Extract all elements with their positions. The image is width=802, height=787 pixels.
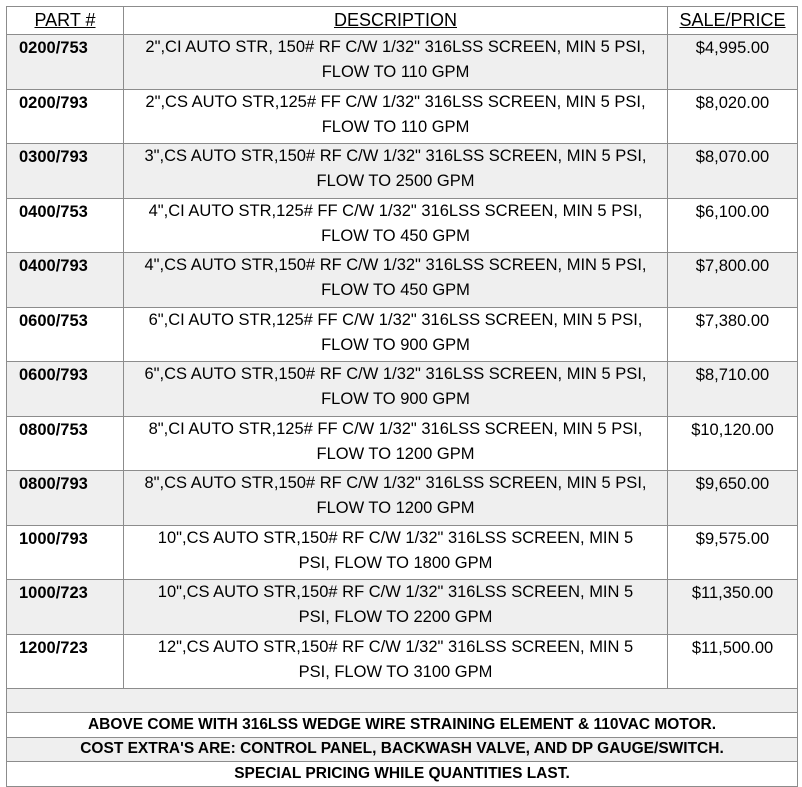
price: $8,710.00 bbox=[668, 362, 798, 417]
table-row bbox=[7, 362, 798, 417]
table-row bbox=[7, 253, 798, 308]
note-row bbox=[7, 713, 798, 738]
part-number: 0600/793 bbox=[7, 362, 124, 417]
price: $6,100.00 bbox=[668, 198, 798, 253]
blank-cell bbox=[7, 689, 798, 713]
header-part: PART # bbox=[7, 7, 124, 35]
part-number: 0200/753 bbox=[7, 35, 124, 90]
header-description: DESCRIPTION bbox=[124, 7, 668, 35]
table-row bbox=[7, 144, 798, 199]
price: $4,995.00 bbox=[668, 35, 798, 90]
description: 8",CI AUTO STR,125# FF C/W 1/32" 316LSS SCREEN, MIN 5 PSI, FLOW TO 1200 GPM bbox=[124, 416, 668, 471]
description: 10",CS AUTO STR,150# RF C/W 1/32" 316LSS SCREEN, MIN 5 PSI, FLOW TO 2200 GPM bbox=[124, 580, 668, 635]
price: $7,380.00 bbox=[668, 307, 798, 362]
price: $9,575.00 bbox=[668, 525, 798, 580]
table-row bbox=[7, 580, 798, 635]
description: 6",CS AUTO STR,150# RF C/W 1/32" 316LSS SCREEN, MIN 5 PSI, FLOW TO 900 GPM bbox=[124, 362, 668, 417]
price: $11,350.00 bbox=[668, 580, 798, 635]
description: 2",CS AUTO STR,125# FF C/W 1/32" 316LSS SCREEN, MIN 5 PSI, FLOW TO 110 GPM bbox=[124, 89, 668, 144]
header-row bbox=[7, 7, 798, 35]
part-number: 1000/723 bbox=[7, 580, 124, 635]
note-special-pricing: SPECIAL PRICING WHILE QUANTITIES LAST. bbox=[7, 762, 798, 787]
table-row bbox=[7, 89, 798, 144]
description: 8",CS AUTO STR,150# RF C/W 1/32" 316LSS SCREEN, MIN 5 PSI, FLOW TO 1200 GPM bbox=[124, 471, 668, 526]
part-number: 0800/793 bbox=[7, 471, 124, 526]
part-number: 0300/793 bbox=[7, 144, 124, 199]
price-table bbox=[6, 6, 798, 787]
note-row bbox=[7, 737, 798, 762]
price: $8,070.00 bbox=[668, 144, 798, 199]
part-number: 0800/753 bbox=[7, 416, 124, 471]
blank-row bbox=[7, 689, 798, 713]
description: 3",CS AUTO STR,150# RF C/W 1/32" 316LSS SCREEN, MIN 5 PSI, FLOW TO 2500 GPM bbox=[124, 144, 668, 199]
note-cost-extras: COST EXTRA'S ARE: CONTROL PANEL, BACKWASH VALVE, AND DP GAUGE/SWITCH. bbox=[7, 737, 798, 762]
table-row bbox=[7, 416, 798, 471]
part-number: 0400/753 bbox=[7, 198, 124, 253]
table-row bbox=[7, 307, 798, 362]
table-row bbox=[7, 525, 798, 580]
part-number: 1000/793 bbox=[7, 525, 124, 580]
description: 4",CI AUTO STR,125# FF C/W 1/32" 316LSS SCREEN, MIN 5 PSI, FLOW TO 450 GPM bbox=[124, 198, 668, 253]
note-row bbox=[7, 762, 798, 787]
table-row bbox=[7, 35, 798, 90]
table-row bbox=[7, 198, 798, 253]
description: 6",CI AUTO STR,125# FF C/W 1/32" 316LSS SCREEN, MIN 5 PSI, FLOW TO 900 GPM bbox=[124, 307, 668, 362]
price: $7,800.00 bbox=[668, 253, 798, 308]
description: 10",CS AUTO STR,150# RF C/W 1/32" 316LSS SCREEN, MIN 5 PSI, FLOW TO 1800 GPM bbox=[124, 525, 668, 580]
price: $10,120.00 bbox=[668, 416, 798, 471]
part-number: 0600/753 bbox=[7, 307, 124, 362]
description: 4",CS AUTO STR,150# RF C/W 1/32" 316LSS SCREEN, MIN 5 PSI, FLOW TO 450 GPM bbox=[124, 253, 668, 308]
description: 2",CI AUTO STR, 150# RF C/W 1/32" 316LSS SCREEN, MIN 5 PSI, FLOW TO 110 GPM bbox=[124, 35, 668, 90]
price: $8,020.00 bbox=[668, 89, 798, 144]
table-row bbox=[7, 471, 798, 526]
price: $11,500.00 bbox=[668, 634, 798, 689]
table-row bbox=[7, 634, 798, 689]
part-number: 1200/723 bbox=[7, 634, 124, 689]
price: $9,650.00 bbox=[668, 471, 798, 526]
note-included-items: ABOVE COME WITH 316LSS WEDGE WIRE STRAINING ELEMENT & 110VAC MOTOR. bbox=[7, 713, 798, 738]
part-number: 0400/793 bbox=[7, 253, 124, 308]
description: 12",CS AUTO STR,150# RF C/W 1/32" 316LSS SCREEN, MIN 5 PSI, FLOW TO 3100 GPM bbox=[124, 634, 668, 689]
price-list-sheet bbox=[6, 6, 797, 787]
header-price: SALE/PRICE bbox=[668, 7, 798, 35]
part-number: 0200/793 bbox=[7, 89, 124, 144]
